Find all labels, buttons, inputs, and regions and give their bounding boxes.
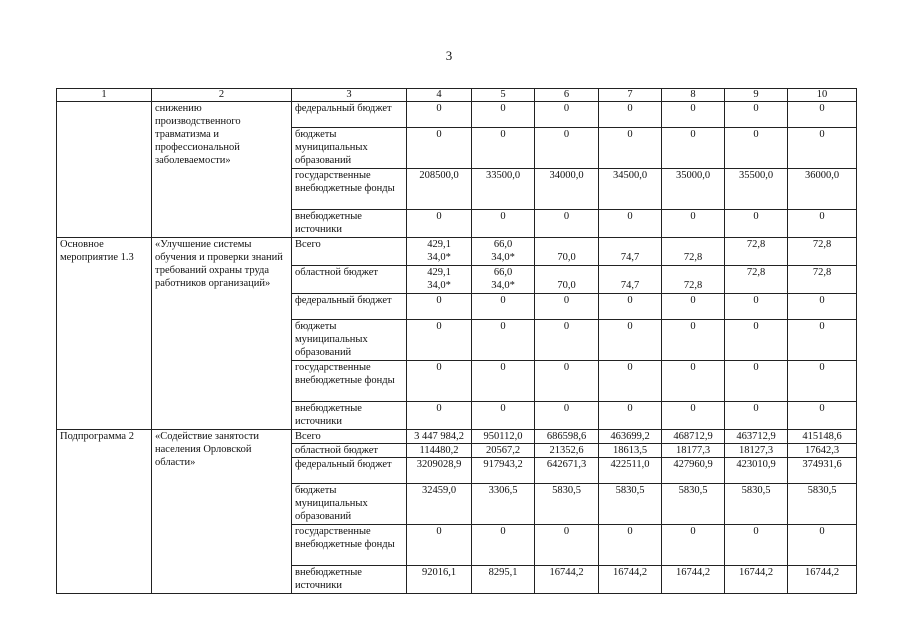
header-row (57, 89, 857, 102)
amount-value: 0 (690, 295, 696, 306)
amount-value: 0 (753, 321, 759, 332)
amount-value: 0 (627, 321, 633, 332)
amount-value: 72,8 (746, 267, 766, 278)
amount-cell (599, 361, 662, 402)
amount-value: 0 (436, 526, 442, 537)
column-header-8: 8 (662, 89, 725, 102)
amount-cell (472, 458, 535, 484)
amount-value (602, 266, 658, 279)
amount-cell (535, 484, 599, 525)
amount-cell (662, 169, 725, 210)
amount-value: 0 (819, 362, 825, 373)
program-section-cell (57, 102, 152, 238)
amount-cell (788, 525, 857, 566)
amount-value: 0 (627, 295, 633, 306)
amount-cell (535, 430, 599, 444)
amount-value: 0 (690, 526, 696, 537)
amount-cell (407, 484, 472, 525)
amount-cell (472, 484, 535, 525)
amount-value: 16744,2 (612, 567, 648, 578)
amount-cell (535, 128, 599, 169)
amount-value: 463712,9 (736, 431, 776, 442)
amount-cell (788, 294, 857, 320)
column-header-7: 7 (599, 89, 662, 102)
amount-value (538, 238, 595, 251)
amount-cell (407, 458, 472, 484)
amount-cell (407, 430, 472, 444)
amount-cell (788, 484, 857, 525)
amount-value: 415148,6 (802, 431, 842, 442)
amount-cell (535, 525, 599, 566)
table-body (57, 102, 857, 594)
amount-value: 34,0* (491, 252, 515, 263)
amount-value: 0 (436, 403, 442, 414)
amount-value: 0 (436, 211, 442, 222)
amount-cell (725, 320, 788, 361)
amount-cell (788, 320, 857, 361)
amount-cell (599, 430, 662, 444)
column-header-2: 2 (152, 89, 292, 102)
amount-value: 35500,0 (738, 170, 774, 181)
funding-source-cell: федеральный бюджет (292, 458, 407, 484)
amount-cell (599, 444, 662, 458)
amount-value: 114480,2 (419, 445, 459, 456)
amount-cell (472, 361, 535, 402)
amount-value: 0 (500, 526, 506, 537)
amount-cell (725, 238, 788, 266)
amount-value: 3209028,9 (416, 459, 462, 470)
amount-cell (472, 294, 535, 320)
amount-value: 34,0* (491, 280, 515, 291)
amount-cell (472, 566, 535, 594)
amount-cell (599, 294, 662, 320)
funding-source-cell: областной бюджет (292, 444, 407, 458)
amount-value: 0 (563, 403, 570, 414)
budget-table (56, 88, 857, 594)
amount-cell (535, 102, 599, 128)
amount-cell (472, 320, 535, 361)
column-header-10: 10 (788, 89, 857, 102)
funding-source-cell: внебюджетные источники (292, 566, 407, 594)
amount-cell (472, 430, 535, 444)
amount-value: 0 (436, 103, 442, 114)
funding-source-cell: государственные внебюджетные фонды (292, 525, 407, 566)
amount-cell (725, 128, 788, 169)
table-row (57, 430, 857, 444)
amount-value: 0 (753, 103, 759, 114)
amount-cell (662, 320, 725, 361)
column-header-4: 4 (407, 89, 472, 102)
amount-cell (662, 458, 725, 484)
funding-source-cell: Всего (292, 238, 407, 266)
amount-cell (407, 266, 472, 294)
amount-cell (535, 458, 599, 484)
amount-value: 0 (819, 211, 825, 222)
amount-value: 0 (690, 129, 696, 140)
amount-cell (788, 169, 857, 210)
amount-cell (599, 169, 662, 210)
amount-value: 0 (690, 403, 696, 414)
amount-value (665, 238, 721, 251)
column-header-1: 1 (57, 89, 152, 102)
amount-value: 0 (500, 403, 506, 414)
amount-value: 0 (690, 321, 696, 332)
amount-value: 92016,1 (421, 567, 457, 578)
amount-cell (725, 566, 788, 594)
amount-value: 0 (753, 129, 759, 140)
amount-cell (472, 210, 535, 238)
amount-cell (662, 566, 725, 594)
amount-cell (472, 169, 535, 210)
funding-source-cell: Всего (292, 430, 407, 444)
amount-cell (535, 210, 599, 238)
amount-cell (788, 128, 857, 169)
column-header-5: 5 (472, 89, 535, 102)
amount-cell (407, 444, 472, 458)
amount-cell (662, 525, 725, 566)
amount-value: 18613,5 (612, 445, 648, 456)
amount-cell (535, 361, 599, 402)
amount-value: 0 (436, 362, 442, 373)
amount-cell (599, 484, 662, 525)
amount-value: 0 (690, 211, 696, 222)
amount-cell (725, 361, 788, 402)
amount-cell (788, 458, 857, 484)
amount-cell (725, 102, 788, 128)
amount-cell (407, 566, 472, 594)
funding-source-cell: внебюджетные источники (292, 402, 407, 430)
amount-cell (535, 238, 599, 266)
amount-value: 0 (819, 403, 825, 414)
amount-value: 0 (436, 295, 442, 306)
amount-cell (662, 102, 725, 128)
amount-value: 72,8 (683, 252, 703, 263)
amount-value: 0 (627, 211, 633, 222)
amount-value: 18127,3 (738, 445, 774, 456)
amount-value: 0 (436, 321, 442, 332)
amount-cell (725, 484, 788, 525)
amount-value: 34000,0 (549, 170, 584, 181)
amount-cell (599, 525, 662, 566)
amount-value: 34,0* (427, 280, 451, 291)
amount-value: 0 (753, 526, 759, 537)
amount-value: 70,0 (557, 280, 576, 291)
amount-cell (788, 444, 857, 458)
funding-source-cell: бюджеты муниципальных образований (292, 484, 407, 525)
amount-value: 72,8 (812, 267, 832, 278)
amount-value: 66,0 (493, 267, 513, 278)
amount-value: 5830,5 (552, 485, 581, 496)
funding-source-cell: государственные внебюджетные фонды (292, 361, 407, 402)
amount-cell (407, 361, 472, 402)
amount-cell (725, 294, 788, 320)
amount-cell (535, 402, 599, 430)
amount-cell (725, 210, 788, 238)
amount-cell (472, 102, 535, 128)
amount-cell (599, 128, 662, 169)
amount-value: 5830,5 (615, 485, 645, 496)
funding-source-cell: областной бюджет (292, 266, 407, 294)
amount-cell (535, 294, 599, 320)
amount-cell (662, 444, 725, 458)
amount-value: 0 (753, 362, 759, 373)
amount-cell (535, 169, 599, 210)
amount-cell (662, 402, 725, 430)
funding-source-cell: бюджеты муниципальных образований (292, 320, 407, 361)
page-number: 3 (445, 48, 453, 63)
amount-cell (535, 444, 599, 458)
amount-value: 5830,5 (807, 485, 837, 496)
amount-cell (407, 169, 472, 210)
amount-cell (599, 458, 662, 484)
amount-value: 74,7 (620, 252, 640, 263)
amount-cell (407, 320, 472, 361)
amount-value: 17642,3 (804, 445, 840, 456)
amount-cell (472, 128, 535, 169)
amount-cell (788, 266, 857, 294)
amount-value: 686598,6 (546, 431, 587, 442)
amount-cell (599, 210, 662, 238)
funding-source-cell: федеральный бюджет (292, 294, 407, 320)
amount-cell (407, 402, 472, 430)
amount-cell (407, 525, 472, 566)
amount-cell (472, 266, 535, 294)
amount-value: 0 (500, 295, 506, 306)
amount-value: 34500,0 (612, 170, 648, 181)
funding-source-cell: федеральный бюджет (292, 102, 407, 128)
amount-cell (662, 361, 725, 402)
amount-cell (725, 458, 788, 484)
amount-value: 0 (690, 103, 696, 114)
amount-value: 0 (753, 403, 759, 414)
amount-value: 0 (563, 103, 570, 114)
amount-value: 72,8 (683, 280, 703, 291)
amount-value: 5830,5 (678, 485, 708, 496)
amount-cell (788, 566, 857, 594)
amount-value: 917943,2 (483, 459, 523, 470)
funding-source-cell: бюджеты муниципальных образований (292, 128, 407, 169)
amount-cell (725, 266, 788, 294)
amount-cell (788, 430, 857, 444)
amount-value: 33500,0 (485, 170, 521, 181)
amount-value: 0 (819, 526, 825, 537)
amount-value: 72,8 (746, 239, 766, 250)
amount-value: 72,8 (812, 239, 832, 250)
amount-value: 8295,1 (488, 567, 518, 578)
amount-value (538, 266, 595, 279)
amount-cell (788, 361, 857, 402)
amount-value: 463699,2 (610, 431, 650, 442)
amount-value: 468712,9 (673, 431, 713, 442)
amount-cell (662, 238, 725, 266)
amount-cell (725, 444, 788, 458)
amount-cell (788, 102, 857, 128)
amount-value: 3306,5 (488, 485, 518, 496)
amount-value: 16744,2 (675, 567, 711, 578)
amount-cell (725, 402, 788, 430)
amount-value: 0 (563, 129, 570, 140)
amount-value: 35000,0 (675, 170, 711, 181)
column-header-3: 3 (292, 89, 407, 102)
amount-value: 422511,0 (610, 459, 650, 470)
amount-value: 0 (563, 211, 570, 222)
amount-value: 0 (563, 526, 570, 537)
program-title-cell: снижению производственного травматизма и профессиональной заболеваемости» (152, 102, 292, 238)
amount-value (602, 238, 658, 251)
amount-value: 642671,3 (546, 459, 587, 470)
amount-value: 429,1 (427, 267, 451, 278)
amount-value: 3 447 984,2 (414, 431, 464, 442)
amount-value: 0 (753, 295, 759, 306)
amount-cell (788, 402, 857, 430)
amount-cell (662, 266, 725, 294)
amount-value: 0 (500, 103, 506, 114)
amount-value: 16744,2 (549, 567, 584, 578)
amount-value: 0 (627, 362, 633, 373)
amount-value: 21352,6 (549, 445, 584, 456)
amount-value: 34,0* (427, 252, 451, 263)
amount-value: 0 (563, 321, 570, 332)
amount-value: 208500,0 (419, 170, 459, 181)
amount-value: 0 (500, 211, 506, 222)
amount-value: 70,0 (557, 252, 576, 263)
amount-value: 0 (563, 362, 570, 373)
amount-value: 0 (819, 321, 825, 332)
amount-value: 0 (819, 129, 825, 140)
amount-cell (662, 210, 725, 238)
funding-source-cell: государственные внебюджетные фонды (292, 169, 407, 210)
amount-cell (725, 525, 788, 566)
amount-value: 20567,2 (485, 445, 521, 456)
amount-cell (472, 444, 535, 458)
amount-cell (535, 566, 599, 594)
table-row (57, 238, 857, 266)
amount-cell (407, 210, 472, 238)
amount-cell (788, 210, 857, 238)
amount-value: 16744,2 (804, 567, 840, 578)
amount-value: 0 (500, 129, 506, 140)
amount-value: 427960,9 (673, 459, 713, 470)
amount-value: 74,7 (620, 280, 640, 291)
amount-cell (662, 294, 725, 320)
amount-cell (407, 238, 472, 266)
amount-cell (599, 566, 662, 594)
amount-value: 16744,2 (738, 567, 774, 578)
amount-value: 36000,0 (804, 170, 840, 181)
amount-value: 0 (500, 362, 506, 373)
amount-cell (472, 238, 535, 266)
program-title-cell: «Содействие занятости населения Орловской области» (152, 430, 292, 594)
amount-value: 0 (690, 362, 696, 373)
amount-cell (599, 238, 662, 266)
amount-value: 0 (627, 129, 633, 140)
amount-cell (662, 484, 725, 525)
amount-value: 423010,9 (736, 459, 776, 470)
amount-cell (535, 266, 599, 294)
program-section-cell: Подпрограмма 2 (57, 430, 152, 594)
column-header-9: 9 (725, 89, 788, 102)
amount-value: 0 (819, 295, 825, 306)
amount-value (665, 266, 721, 279)
amount-cell (472, 525, 535, 566)
amount-cell (662, 430, 725, 444)
amount-value: 0 (627, 103, 633, 114)
amount-value: 0 (627, 526, 633, 537)
amount-cell (599, 266, 662, 294)
amount-cell (407, 294, 472, 320)
amount-cell (472, 402, 535, 430)
table-row (57, 102, 857, 128)
amount-cell (535, 320, 599, 361)
amount-value: 18177,3 (675, 445, 711, 456)
program-section-cell: Основное мероприятие 1.3 (57, 238, 152, 430)
amount-value: 0 (819, 103, 825, 114)
amount-value: 32459,0 (421, 485, 457, 496)
amount-value: 0 (753, 211, 759, 222)
amount-value: 66,0 (493, 239, 513, 250)
amount-value: 950112,0 (483, 431, 523, 442)
amount-cell (725, 169, 788, 210)
amount-cell (599, 402, 662, 430)
amount-value: 0 (563, 295, 570, 306)
amount-cell (599, 320, 662, 361)
amount-cell (407, 128, 472, 169)
amount-cell (599, 102, 662, 128)
amount-value: 0 (627, 403, 633, 414)
amount-cell (788, 238, 857, 266)
amount-cell (725, 430, 788, 444)
amount-value: 374931,6 (802, 459, 842, 470)
program-title-cell: «Улучшение системы обучения и проверки знаний требований охраны труда работников организаций» (152, 238, 292, 430)
funding-source-cell: внебюджетные источники (292, 210, 407, 238)
column-header-6: 6 (535, 89, 599, 102)
amount-value: 0 (436, 129, 442, 140)
amount-value: 429,1 (427, 239, 451, 250)
amount-value: 0 (500, 321, 506, 332)
amount-value: 5830,5 (741, 485, 771, 496)
amount-cell (662, 128, 725, 169)
amount-cell (407, 102, 472, 128)
